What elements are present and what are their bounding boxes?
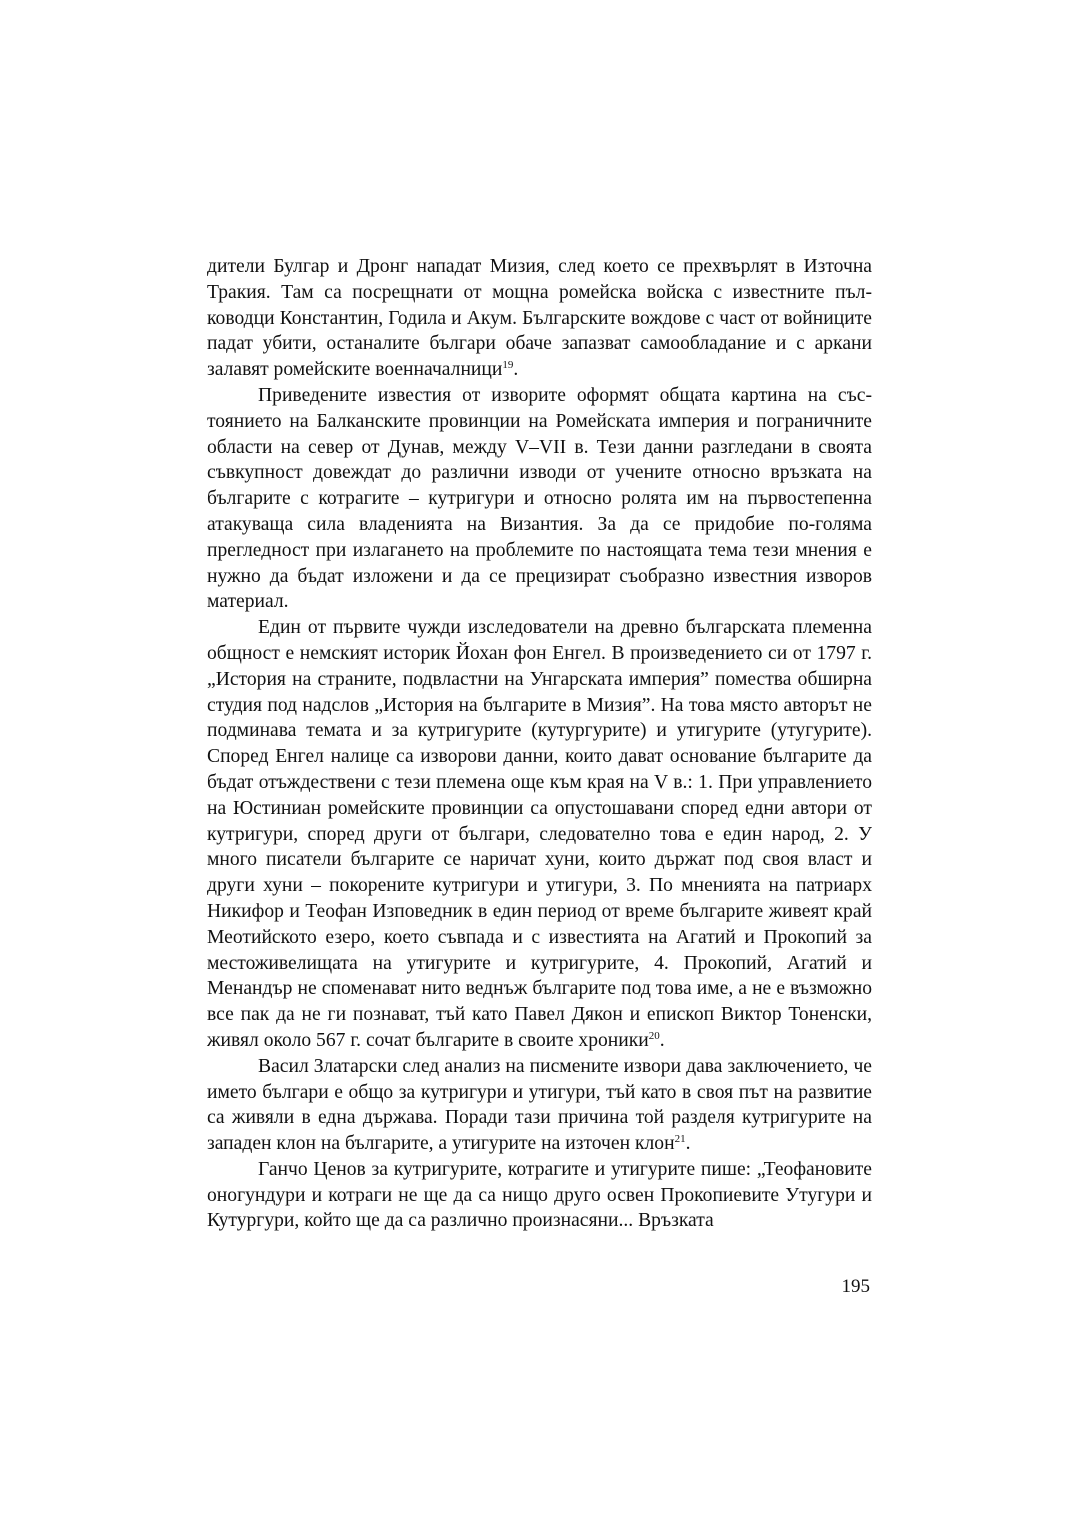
paragraph-1-text: дители Булгар и Дронг нападат Мизия, след което се прехвърлят в Източна Тракия. Там са посрещнати от мощна ромейска войска с известните пълководци Константин, Годила и Акум. Българските вождове с част от войниците падат убити, останалите българи обаче запазват самообладание и с аркани залавят ромейските военначалници (207, 256, 872, 381)
footnote-ref-21: 21 (674, 1133, 686, 1146)
paragraph-1-end: . (513, 359, 519, 381)
paragraph-2-text: Приведените известия от изворите оформят общата картина на състоянието на Балканските провинции на Ромейската империя и пограничните области на север от Дунав, между V–VII в. Тези данни разгледани в своята съвкупност довеждат до различни изводи от учените относно връзката на българите с котрагите – кутригури и относно ролята им на първостепенна атакуваща сила владенията на Византия. За да се придобие по-голяма прегледност при излагането на проблемите по настоящата тема тези мнения е нужно да бъдат изложени и да се прецизират съобразно известния изворов материал. (207, 384, 872, 613)
paragraph-4 (207, 1054, 872, 1157)
paragraph-1 (207, 254, 872, 383)
page-number: 195 (841, 1276, 870, 1297)
paragraph-4-text: Васил Златарски след анализ на писмените извори дава заключението, че името българи е общо за кутригури и утигури, тъй като в своя път на развитие са живяли в една държава. Поради тази причина той разделя кутригурите на западен клон на българите, а утигурите на източен клон (207, 1055, 872, 1155)
paragraph-3-text: Един от първите чужди изследователи на древно българската племенна общност е немският историк Йохан фон Енгел. В произведението си от 1797 г. „История на страните, подвластни на Унгарската империя” помества обширна студия под надслов „История на българите в Мизия”. На това място авторът не подминава темата и за кутригурите (кутургурите) и утигурите (утугурите). Според Енгел налице са изворови данни, които дават основание българите да бъдат отъждествени с тези племена още към края на V в.: 1. При управлението на Юстиниан ромейските провинции са опустошавани според едни автори от кутригури, според други от българи, следователно това е един народ, 2. У много писатели българите се наричат хуни, които държат под своя власт и други хуни – покорените кутригури и утигури, 3. По мненията на патриарх Никифор и Теофан Изповедник в един период от време българите живеят край Меотийското езеро, което съвпада и с известията на Агатий и Прокопий за местоживелищата на утигурите и кутригурите, 4. Прокопий, Агатий и Менандър не споменават нито веднъж българите под това име, а не е възможно все пак да не ги познават, тъй като Павел Дякон и епископ Виктор Тоненски, живял около 567 г. сочат българите в своите хроники (207, 617, 872, 1051)
paragraph-5-text: Ганчо Ценов за кутригурите, котрагите и утигурите пише: „Теофановите оногундури и котраги не ще да са нищо друго освен Прокопиевите Утугури и Кутургури, който ще да са различно произнасяни... Връзката (207, 1158, 872, 1232)
paragraph-3 (207, 615, 872, 1054)
paragraph-2 (207, 383, 872, 615)
paragraph-4-end: . (685, 1133, 691, 1155)
paragraph-3-end: . (659, 1029, 665, 1051)
footnote-ref-19: 19 (502, 359, 514, 372)
footnote-ref-20: 20 (648, 1029, 660, 1042)
body-text (207, 254, 872, 1234)
paragraph-5 (207, 1157, 872, 1234)
